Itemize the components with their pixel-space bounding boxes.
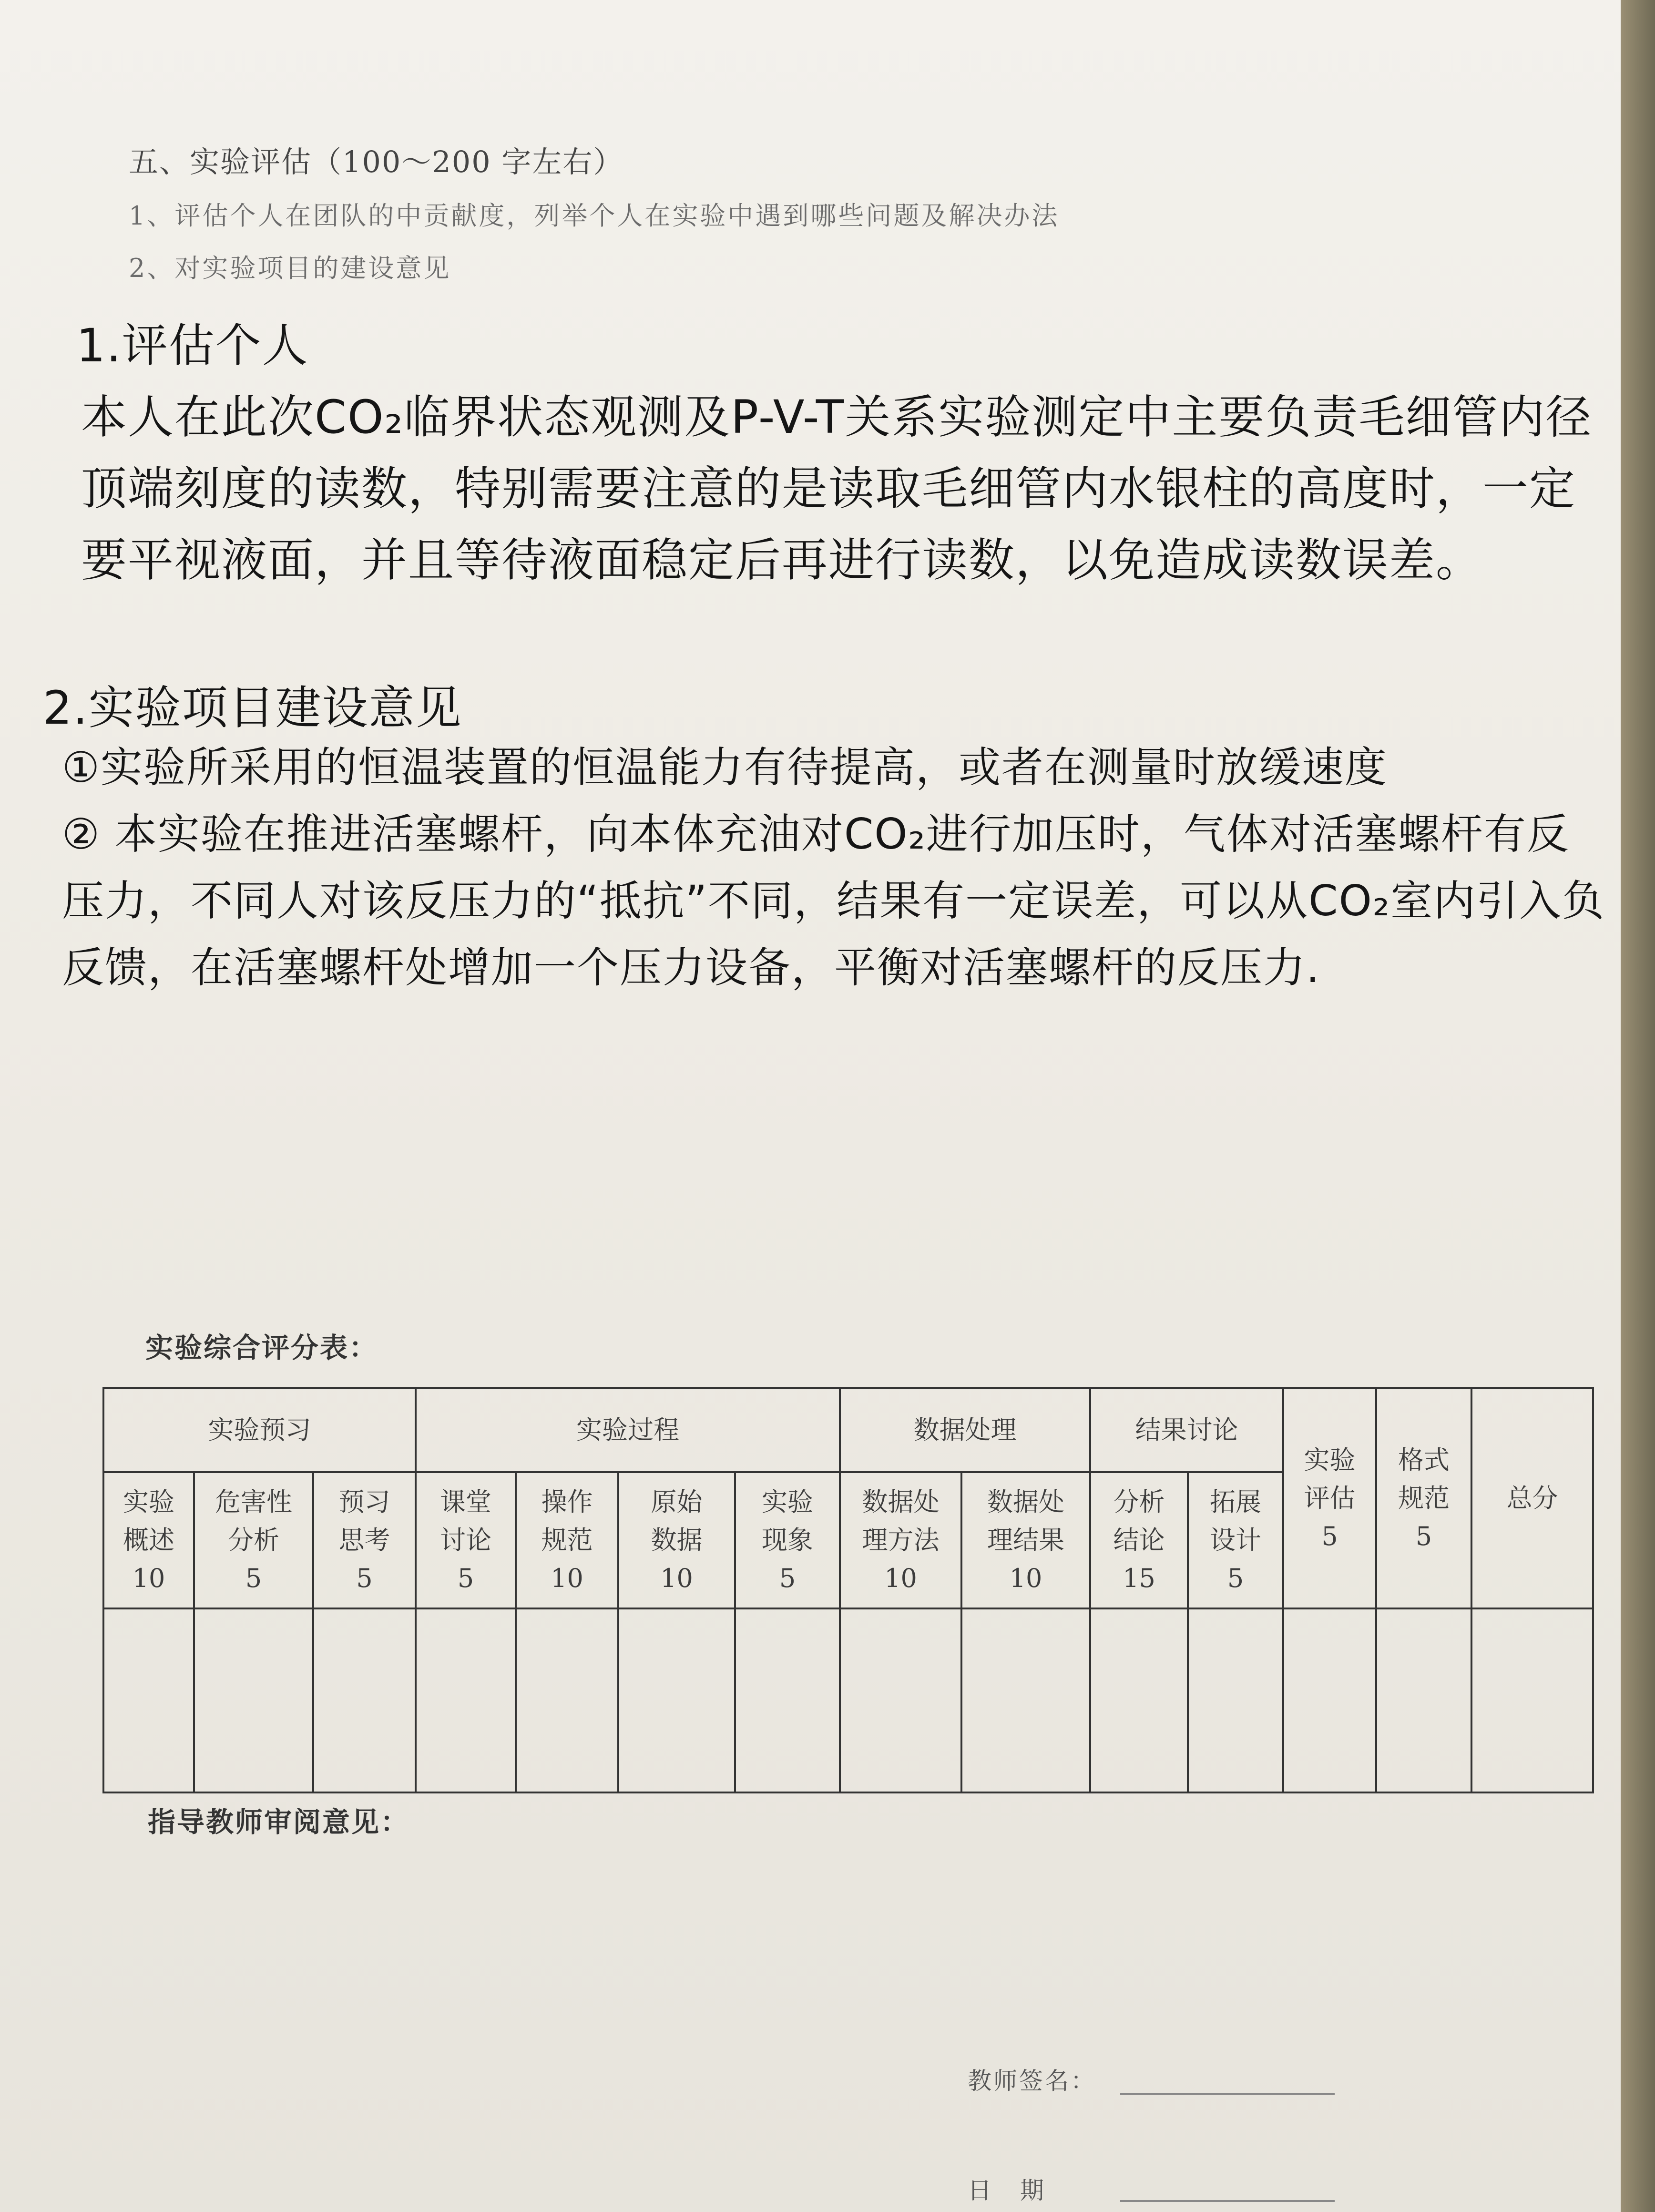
handwritten-suggestions xyxy=(62,734,1611,1001)
item-hazard-analysis: 危害性 分析 5 xyxy=(194,1472,313,1608)
score-cell xyxy=(618,1608,735,1792)
score-cell xyxy=(840,1608,961,1792)
score-table xyxy=(102,1387,1594,1793)
suggestion-item-1: ①实验所采用的恒温装置的恒温能力有待提高，或者在测量时放缓速度 xyxy=(62,743,1388,792)
score-cell xyxy=(103,1608,194,1792)
date-line xyxy=(1120,2200,1335,2202)
teacher-review-label: 指导教师审阅意见： xyxy=(148,1806,410,1838)
score-cell xyxy=(1283,1608,1376,1792)
section-heading: 五、实验评估（100～200 字左右） xyxy=(129,144,624,179)
score-cell xyxy=(416,1608,516,1792)
item-operation-standard: 操作 规范 10 xyxy=(516,1472,618,1608)
score-table-title: 实验综合评分表： xyxy=(145,1331,378,1364)
score-cell xyxy=(961,1608,1090,1792)
background-edge xyxy=(1621,0,1655,2212)
item-analysis-conclusion: 分析 结论 15 xyxy=(1090,1472,1188,1608)
signature-label: 教师签名： xyxy=(968,2067,1096,2095)
score-entry-row xyxy=(103,1608,1593,1792)
signature-line xyxy=(1120,2093,1335,2095)
guide-line-2: 2、对实验项目的建设意见 xyxy=(129,253,451,283)
item-data-method: 数据处 理方法 10 xyxy=(840,1472,961,1608)
item-data-result: 数据处 理结果 10 xyxy=(961,1472,1090,1608)
item-raw-data: 原始 数据 10 xyxy=(618,1472,735,1608)
handwritten-heading-1: 1.评估个人 xyxy=(76,319,309,372)
item-phenomenon: 实验 现象 5 xyxy=(735,1472,840,1608)
item-preview-thinking: 预习 思考 5 xyxy=(313,1472,416,1608)
col-total-score: 总分 xyxy=(1471,1388,1593,1608)
handwritten-heading-2: 2.实验项目建设意见 xyxy=(43,681,462,735)
group-process: 实验过程 xyxy=(416,1388,840,1472)
group-preview: 实验预习 xyxy=(103,1388,416,1472)
suggestion-item-2: ② 本实验在推进活塞螺杆，向本体充油对CO₂进行加压时，气体对活塞螺杆有反压力，不同人对该反压力的“抵抗”不同，结果有一定误差，可以从CO₂室内引入负反馈，在活塞螺杆处增加一个压力设备，平衡对活塞螺杆的反压力. xyxy=(62,809,1605,992)
score-cell xyxy=(516,1608,618,1792)
score-cell xyxy=(1090,1608,1188,1792)
item-extension-design: 拓展 设计 5 xyxy=(1188,1472,1283,1608)
handwritten-paragraph-1: 本人在此次CO₂临界状态观测及P-V-T关系实验测定中主要负责毛细管内径顶端刻度的读数，特别需要注意的是读取毛细管内水银柱的高度时，一定要平视液面，并且等待液面稳定后再进行读数，以免造成读数误差。 xyxy=(81,390,1593,587)
item-overview: 实验 概述 10 xyxy=(103,1472,194,1608)
guide-line-1: 1、评估个人在团队的中贡献度，列举个人在实验中遇到哪些问题及解决办法 xyxy=(129,201,1060,231)
item-class-discussion: 课堂 讨论 5 xyxy=(416,1472,516,1608)
score-cell xyxy=(1376,1608,1471,1792)
group-data-processing: 数据处理 xyxy=(840,1388,1090,1472)
score-cell xyxy=(194,1608,313,1792)
score-cell xyxy=(1471,1608,1593,1792)
col-format-standard: 格式 规范 5 xyxy=(1376,1388,1471,1608)
score-cell xyxy=(735,1608,840,1792)
col-experiment-evaluation: 实验 评估 5 xyxy=(1283,1388,1376,1608)
date-label: 日期 xyxy=(968,2177,1073,2204)
group-result-discussion: 结果讨论 xyxy=(1090,1388,1283,1472)
score-cell xyxy=(1188,1608,1283,1792)
score-cell xyxy=(313,1608,416,1792)
